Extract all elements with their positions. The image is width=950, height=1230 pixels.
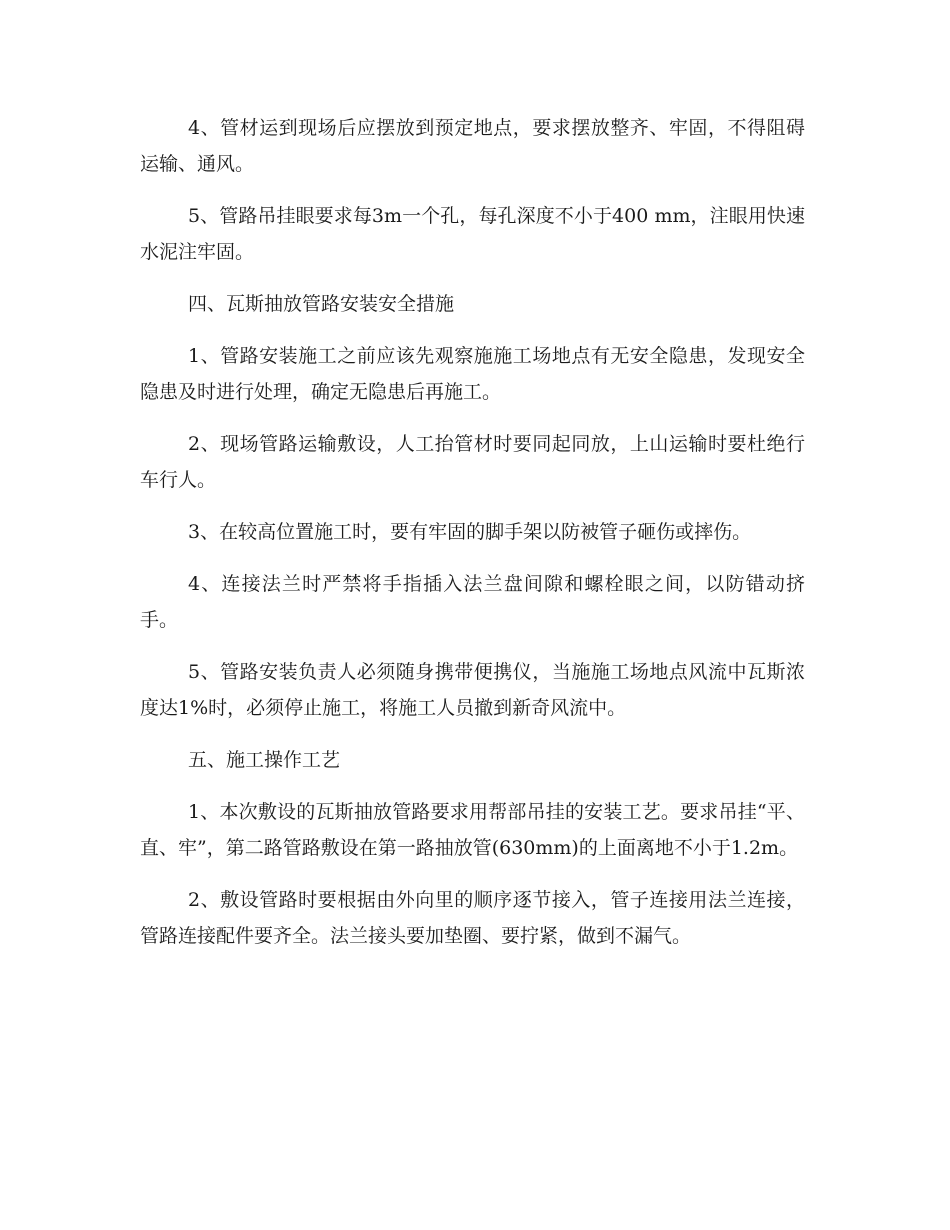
paragraph-item-1-hanging-process: 1、本次敷设的瓦斯抽放管路要求用帮部吊挂的安装工艺。要求吊挂“平、直、牢”，第二路管路敷设在第一路抽放管(630mm)的上面离地不小于1.2m。 <box>140 801 805 859</box>
paragraph-item-3-scaffolding: 3、在较高位置施工时，要有牢固的脚手架以防被管子砸伤或摔伤。 <box>188 521 752 543</box>
paragraph-item-1-site-inspection: 1、管路安装施工之前应该先观察施施工场地点有无安全隐患，发现安全隐患及时进行处理，确定无隐患后再施工。 <box>140 345 805 403</box>
paragraph-item-2-pipe-connection: 2、敷设管路时要根据由外向里的顺序逐节接入，管子连接用法兰连接，管路连接配件要齐全。法兰接头要加垫圈、要拧紧，做到不漏气。 <box>140 889 805 947</box>
document-page <box>140 110 805 970</box>
section-heading-safety-measures: 四、瓦斯抽放管路安装安全措施 <box>188 293 455 315</box>
paragraph-item-4-flange-safety: 4、连接法兰时严禁将手指插入法兰盘间隙和螺栓眼之间，以防错动挤手。 <box>140 573 805 631</box>
paragraph-item-4-pipe-placement: 4、管材运到现场后应摆放到预定地点，要求摆放整齐、牢固，不得阻碍运输、通风。 <box>140 117 805 175</box>
paragraph-item-5-gas-detector: 5、管路安装负责人必须随身携带便携仪，当施施工场地点风流中瓦斯浓度达1%时，必须停止施工，将施工人员撤到新奇风流中。 <box>140 661 805 719</box>
paragraph-item-2-transport: 2、现场管路运输敷设，人工抬管材时要同起同放，上山运输时要杜绝行车行人。 <box>140 433 805 491</box>
paragraph-item-5-hanging-holes: 5、管路吊挂眼要求每3m一个孔，每孔深度不小于400 mm，注眼用快速水泥注牢固。 <box>140 205 805 263</box>
section-heading-construction-process: 五、施工操作工艺 <box>188 749 341 771</box>
